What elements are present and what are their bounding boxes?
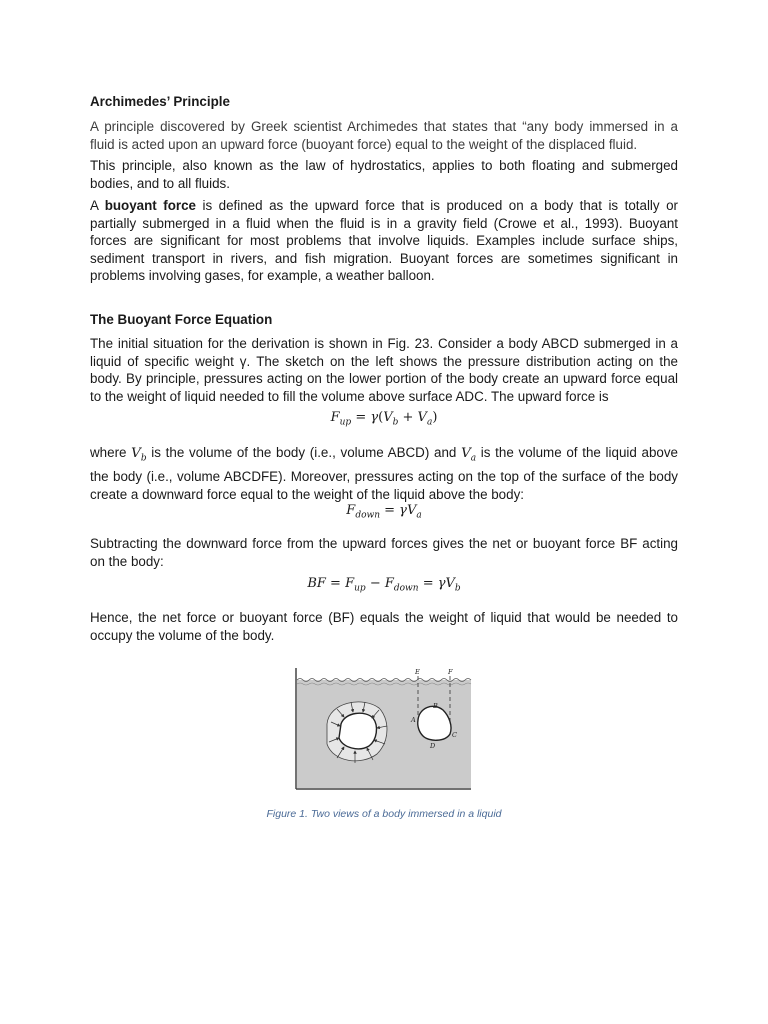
figure-diagram: [293, 662, 473, 792]
label-c: C: [452, 731, 457, 739]
figure-caption: Figure 1. Two views of a body immersed in a liquid: [266, 808, 502, 820]
paragraph-definition: [90, 118, 678, 153]
equation-upward-force: $F_{up} = \gamma(V_b + V_a)$: [330, 410, 438, 428]
text-line: body. By principle, pressures acting on the lower portion of the body create an upward force equal: [90, 371, 678, 386]
paragraph-derivation: [90, 335, 678, 405]
label-f: F: [448, 668, 453, 676]
body-left: [339, 713, 376, 749]
heading-archimedes-principle: Archimedes’ Principle: [90, 94, 230, 109]
text-line: fluid is acted upon an upward force (buoyant force) equal to the weight of the displaced fluid.: [90, 136, 638, 152]
text-line: Subtracting the downward force from the upward forces gives the net or buoyant force BF acting: [90, 536, 678, 551]
label-d: D: [430, 742, 436, 750]
paragraph-conclusion: [90, 609, 678, 644]
paragraph-hydrostatics: [90, 157, 678, 192]
text-line: the body (i.e., volume ABCDFE). Moreover, pressures acting on the top of the surface of the body: [90, 469, 678, 485]
text-fragment: is defined as the upward force that is produced on a body that is totally or: [196, 198, 678, 213]
text-line: to the weight of liquid needed to fill the volume above surface ADC. The upward force is: [90, 388, 609, 404]
text-line: Hence, the net force or buoyant force (BF) equals the weight of liquid that would be needed to: [90, 610, 678, 625]
text-fragment: where: [90, 445, 132, 460]
text-line: sediment transport in rivers, and fish migration. Buoyant forces are sometimes significant in: [90, 250, 678, 266]
equation-downward-force: $F_{down} = \gamma V_a$: [346, 503, 422, 521]
text-line: create a downward force equal to the weight of the liquid above the body:: [90, 486, 524, 502]
symbol-va: $V_a$: [461, 446, 477, 464]
text-fragment: A: [90, 198, 105, 213]
text-line: [90, 197, 678, 215]
text-line: The initial situation for the derivation is shown in Fig. 23. Consider a body ABCD submerged in a: [90, 336, 678, 351]
text-line: problems involving gases, for example, a weather balloon.: [90, 268, 435, 283]
paragraph-subtracting: [90, 535, 678, 570]
paragraph-volume-definitions: [90, 444, 678, 503]
text-fragment: is the volume of the liquid above: [476, 445, 678, 460]
term-buoyant-force: buoyant force: [104, 198, 196, 213]
text-line: occupy the volume of the body.: [90, 627, 275, 643]
text-line: A principle discovered by Greek scientist Archimedes that states that “any body immersed in a: [90, 119, 678, 134]
equation-net-buoyant-force: BF = $F_{up} - F_{down} = \gamma V_b$: [307, 576, 461, 594]
heading-buoyant-force-equation: The Buoyant Force Equation: [90, 312, 273, 327]
text-line: This principle, also known as the law of hydrostatics, applies to both floating and submerged: [90, 158, 678, 173]
text-line: partially submerged in a fluid when the fluid is in a gravity field (Crowe et al., 1993). Buoyant: [90, 215, 678, 231]
symbol-vb: $V_b$: [131, 446, 147, 464]
text-line: bodies, and to all fluids.: [90, 175, 230, 191]
label-a: A: [411, 716, 416, 724]
text-line: forces are significant for most problems that involve liquids. Examples include surface ships,: [90, 233, 678, 248]
label-b: B: [433, 702, 438, 710]
text-line: [90, 444, 678, 468]
text-line: liquid of specific weight γ. The sketch on the left shows the pressure distribution acting on the: [90, 353, 678, 369]
figure-immersed-body: [293, 662, 473, 797]
paragraph-buoyant-force: [90, 197, 678, 285]
text-fragment: is the volume of the body (i.e., volume ABCD) and: [146, 445, 462, 460]
text-line: on the body:: [90, 553, 164, 569]
label-e: E: [415, 668, 420, 676]
